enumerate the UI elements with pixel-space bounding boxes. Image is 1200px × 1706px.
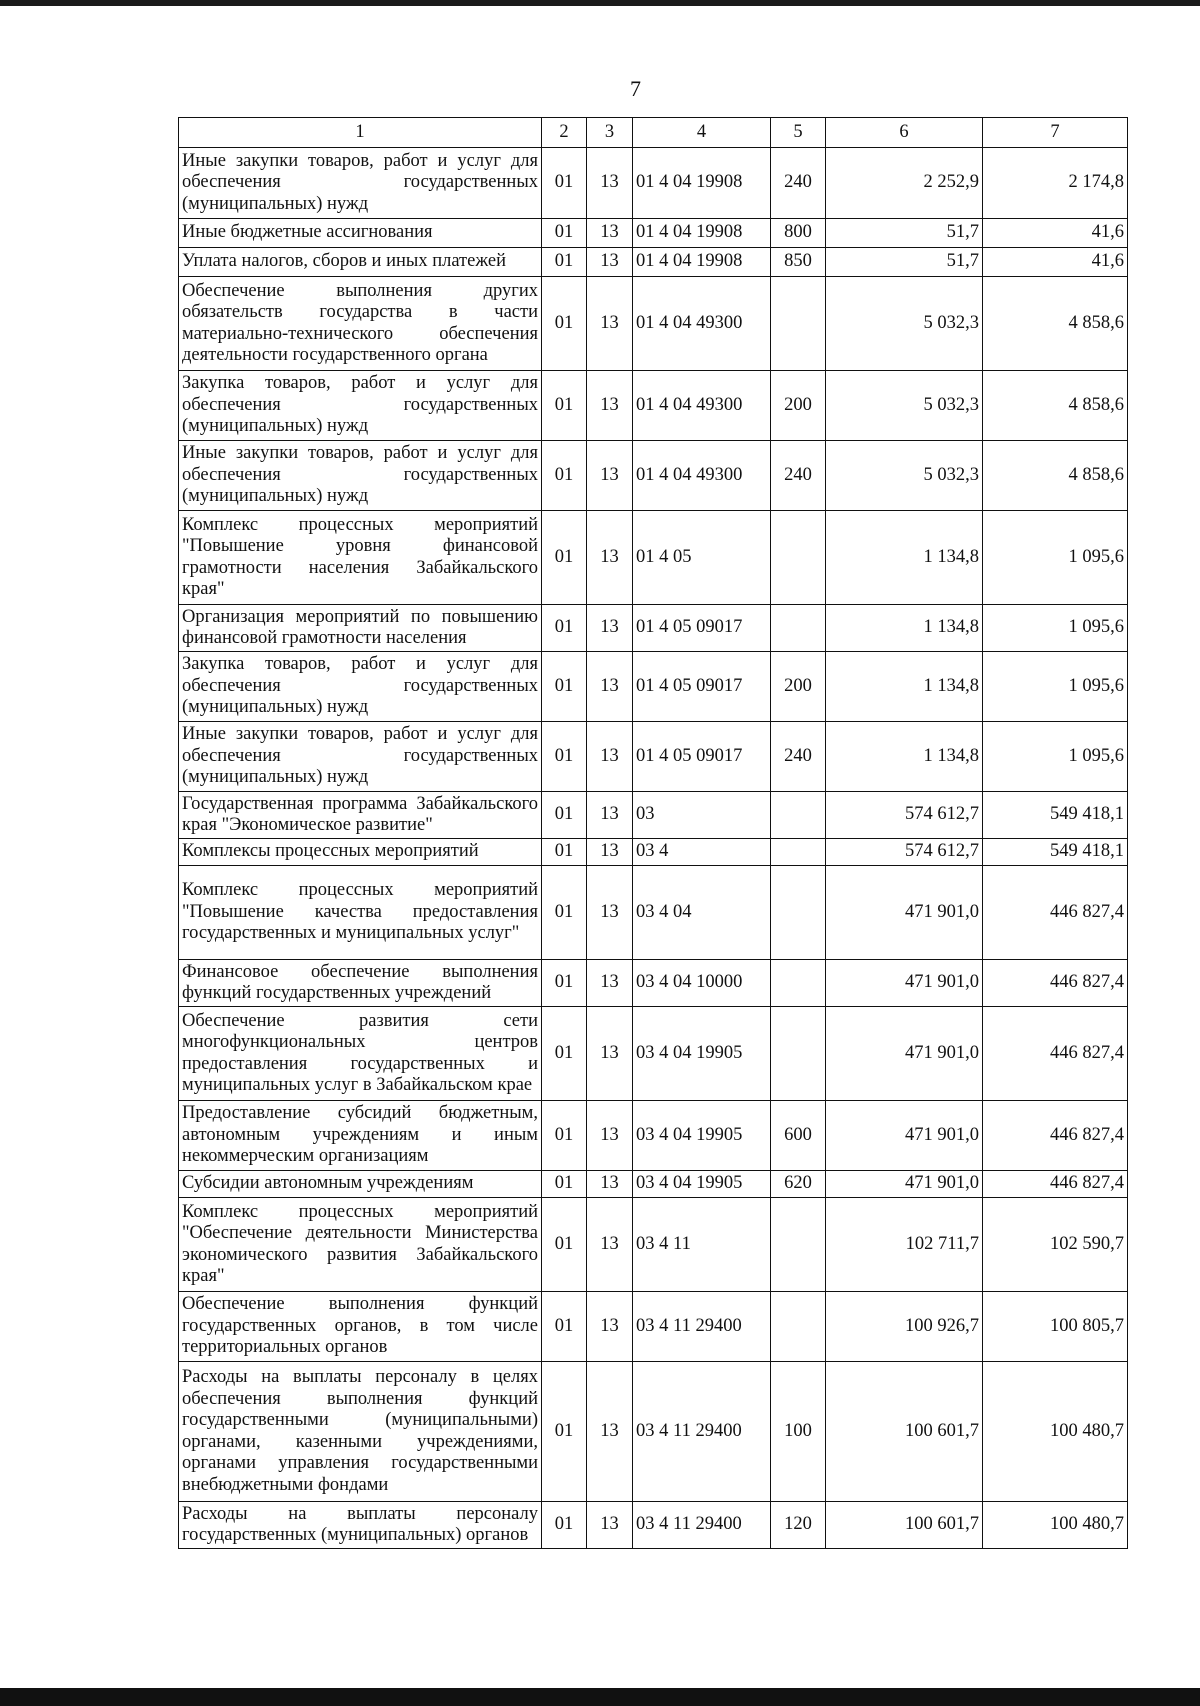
row-expense-type: 850	[771, 248, 826, 277]
row-name: Комплекс процессных мероприятий "Повышение уровня финансовой грамотности населения Забайкальского края"	[179, 511, 542, 605]
row-value-2: 100 805,7	[983, 1292, 1128, 1362]
row-name: Предоставление субсидий бюджетным, автономным учреждениям и иным некоммерческим организациям	[179, 1101, 542, 1171]
table-row	[179, 722, 1128, 792]
row-name: Иные закупки товаров, работ и услуг для обеспечения государственных (муниципальных) нужд	[179, 722, 542, 792]
row-expense-type: 240	[771, 722, 826, 792]
row-target-code: 03 4	[633, 839, 771, 866]
row-expense-type	[771, 1292, 826, 1362]
row-value-2: 100 480,7	[983, 1362, 1128, 1502]
row-target-code: 03 4 11 29400	[633, 1502, 771, 1549]
row-value-2: 549 418,1	[983, 792, 1128, 839]
row-name: Субсидии автономным учреждениям	[179, 1171, 542, 1198]
table-row	[179, 960, 1128, 1007]
row-value-2: 102 590,7	[983, 1198, 1128, 1292]
row-name: Комплексы процессных мероприятий	[179, 839, 542, 866]
row-expense-type	[771, 1198, 826, 1292]
row-target-code: 01 4 04 19908	[633, 248, 771, 277]
row-subsection: 13	[587, 219, 633, 248]
row-section: 01	[542, 792, 587, 839]
row-name: Закупка товаров, работ и услуг для обеспечения государственных (муниципальных) нужд	[179, 652, 542, 722]
row-target-code: 01 4 04 49300	[633, 277, 771, 371]
row-target-code: 03 4 11 29400	[633, 1362, 771, 1502]
row-value-2: 41,6	[983, 219, 1128, 248]
row-expense-type: 600	[771, 1101, 826, 1171]
row-value-1: 51,7	[826, 248, 983, 277]
row-subsection: 13	[587, 1198, 633, 1292]
scan-border-bottom	[0, 1688, 1200, 1706]
row-target-code: 03 4 04 19905	[633, 1007, 771, 1101]
row-value-2: 2 174,8	[983, 148, 1128, 219]
row-section: 01	[542, 722, 587, 792]
row-section: 01	[542, 652, 587, 722]
row-expense-type	[771, 277, 826, 371]
row-value-1: 5 032,3	[826, 371, 983, 441]
row-subsection: 13	[587, 960, 633, 1007]
row-expense-type: 620	[771, 1171, 826, 1198]
row-value-2: 1 095,6	[983, 722, 1128, 792]
row-value-2: 1 095,6	[983, 511, 1128, 605]
row-subsection: 13	[587, 248, 633, 277]
row-name: Иные закупки товаров, работ и услуг для обеспечения государственных (муниципальных) нужд	[179, 148, 542, 219]
header-col-3: 3	[587, 118, 633, 148]
table-row	[179, 1171, 1128, 1198]
row-name: Уплата налогов, сборов и иных платежей	[179, 248, 542, 277]
row-section: 01	[542, 1171, 587, 1198]
row-target-code: 03	[633, 792, 771, 839]
row-value-2: 1 095,6	[983, 652, 1128, 722]
row-name: Финансовое обеспечение выполнения функций государственных учреждений	[179, 960, 542, 1007]
header-col-6: 6	[826, 118, 983, 148]
row-expense-type: 120	[771, 1502, 826, 1549]
row-section: 01	[542, 371, 587, 441]
table-row	[179, 605, 1128, 652]
table-row	[179, 219, 1128, 248]
table-row	[179, 248, 1128, 277]
row-target-code: 01 4 04 49300	[633, 441, 771, 511]
row-value-2: 446 827,4	[983, 960, 1128, 1007]
row-subsection: 13	[587, 277, 633, 371]
row-section: 01	[542, 960, 587, 1007]
row-value-2: 549 418,1	[983, 839, 1128, 866]
row-value-1: 100 601,7	[826, 1502, 983, 1549]
row-value-2: 4 858,6	[983, 277, 1128, 371]
row-name: Расходы на выплаты персоналу государственных (муниципальных) органов	[179, 1502, 542, 1549]
header-col-4: 4	[633, 118, 771, 148]
row-expense-type	[771, 605, 826, 652]
row-value-2: 1 095,6	[983, 605, 1128, 652]
row-value-1: 574 612,7	[826, 792, 983, 839]
row-subsection: 13	[587, 1292, 633, 1362]
row-value-1: 100 601,7	[826, 1362, 983, 1502]
row-expense-type: 240	[771, 148, 826, 219]
row-name: Обеспечение выполнения функций государственных органов, в том числе территориальных органов	[179, 1292, 542, 1362]
table-row	[179, 839, 1128, 866]
row-subsection: 13	[587, 866, 633, 960]
row-subsection: 13	[587, 371, 633, 441]
row-subsection: 13	[587, 1101, 633, 1171]
row-target-code: 03 4 04 10000	[633, 960, 771, 1007]
row-expense-type: 800	[771, 219, 826, 248]
row-value-1: 1 134,8	[826, 652, 983, 722]
row-expense-type	[771, 866, 826, 960]
row-expense-type	[771, 1007, 826, 1101]
row-section: 01	[542, 277, 587, 371]
budget-table	[178, 117, 1128, 1549]
row-value-1: 51,7	[826, 219, 983, 248]
row-value-2: 41,6	[983, 248, 1128, 277]
header-row	[179, 118, 1128, 148]
row-name: Государственная программа Забайкальского края "Экономическое развитие"	[179, 792, 542, 839]
row-section: 01	[542, 441, 587, 511]
row-subsection: 13	[587, 652, 633, 722]
row-name: Иные закупки товаров, работ и услуг для обеспечения государственных (муниципальных) нужд	[179, 441, 542, 511]
row-subsection: 13	[587, 605, 633, 652]
table-row	[179, 148, 1128, 219]
table-row	[179, 792, 1128, 839]
row-section: 01	[542, 511, 587, 605]
row-subsection: 13	[587, 511, 633, 605]
row-target-code: 03 4 11 29400	[633, 1292, 771, 1362]
row-value-2: 446 827,4	[983, 1171, 1128, 1198]
row-subsection: 13	[587, 1362, 633, 1502]
row-expense-type: 200	[771, 652, 826, 722]
row-value-2: 4 858,6	[983, 371, 1128, 441]
row-value-1: 471 901,0	[826, 1101, 983, 1171]
row-value-2: 446 827,4	[983, 1101, 1128, 1171]
header-col-5: 5	[771, 118, 826, 148]
row-value-1: 1 134,8	[826, 511, 983, 605]
scan-border-top	[0, 0, 1200, 6]
row-name: Закупка товаров, работ и услуг для обеспечения государственных (муниципальных) нужд	[179, 371, 542, 441]
row-expense-type	[771, 511, 826, 605]
row-expense-type	[771, 839, 826, 866]
row-section: 01	[542, 1502, 587, 1549]
row-expense-type	[771, 960, 826, 1007]
row-name: Комплекс процессных мероприятий "Обеспечение деятельности Министерства экономического развития Забайкальского края"	[179, 1198, 542, 1292]
row-name: Обеспечение выполнения других обязательств государства в части материально-технического обеспечения деятельности государственного органа	[179, 277, 542, 371]
table-row	[179, 1198, 1128, 1292]
row-value-2: 100 480,7	[983, 1502, 1128, 1549]
row-target-code: 03 4 04	[633, 866, 771, 960]
table-row	[179, 441, 1128, 511]
row-name: Организация мероприятий по повышению финансовой грамотности населения	[179, 605, 542, 652]
row-value-2: 446 827,4	[983, 1007, 1128, 1101]
row-section: 01	[542, 839, 587, 866]
row-name: Обеспечение развития сети многофункциональных центров предоставления государственных и муниципальных услуг в Забайкальском крае	[179, 1007, 542, 1101]
header-col-2: 2	[542, 118, 587, 148]
table-row	[179, 1007, 1128, 1101]
row-value-1: 100 926,7	[826, 1292, 983, 1362]
row-subsection: 13	[587, 1502, 633, 1549]
table-row	[179, 1502, 1128, 1549]
row-subsection: 13	[587, 1007, 633, 1101]
row-value-1: 574 612,7	[826, 839, 983, 866]
row-subsection: 13	[587, 441, 633, 511]
row-value-1: 471 901,0	[826, 866, 983, 960]
header-col-7: 7	[983, 118, 1128, 148]
row-value-1: 5 032,3	[826, 277, 983, 371]
row-expense-type: 100	[771, 1362, 826, 1502]
row-section: 01	[542, 605, 587, 652]
row-name: Расходы на выплаты персоналу в целях обеспечения выполнения функций государственными (муниципальными) органами, казенными учреждениями, органами управления государственными внебюджетными фондами	[179, 1362, 542, 1502]
row-value-1: 1 134,8	[826, 722, 983, 792]
row-subsection: 13	[587, 722, 633, 792]
header-col-1: 1	[179, 118, 542, 148]
row-section: 01	[542, 1198, 587, 1292]
row-target-code: 01 4 05 09017	[633, 722, 771, 792]
row-expense-type: 240	[771, 441, 826, 511]
table-row	[179, 371, 1128, 441]
row-value-1: 102 711,7	[826, 1198, 983, 1292]
row-section: 01	[542, 148, 587, 219]
table-row	[179, 866, 1128, 960]
row-value-2: 446 827,4	[983, 866, 1128, 960]
table-row	[179, 1362, 1128, 1502]
row-target-code: 03 4 11	[633, 1198, 771, 1292]
row-name: Иные бюджетные ассигнования	[179, 219, 542, 248]
table-row	[179, 1101, 1128, 1171]
row-subsection: 13	[587, 839, 633, 866]
row-expense-type	[771, 792, 826, 839]
row-target-code: 01 4 04 19908	[633, 148, 771, 219]
row-section: 01	[542, 1101, 587, 1171]
row-target-code: 01 4 05 09017	[633, 652, 771, 722]
row-value-1: 471 901,0	[826, 960, 983, 1007]
row-target-code: 01 4 04 49300	[633, 371, 771, 441]
row-section: 01	[542, 866, 587, 960]
row-value-1: 471 901,0	[826, 1171, 983, 1198]
row-section: 01	[542, 248, 587, 277]
row-section: 01	[542, 1362, 587, 1502]
row-section: 01	[542, 219, 587, 248]
row-target-code: 01 4 04 19908	[633, 219, 771, 248]
row-target-code: 03 4 04 19905	[633, 1171, 771, 1198]
table-row	[179, 1292, 1128, 1362]
page-number: 7	[630, 76, 641, 101]
row-value-1: 2 252,9	[826, 148, 983, 219]
row-subsection: 13	[587, 792, 633, 839]
row-subsection: 13	[587, 1171, 633, 1198]
table-body	[179, 148, 1128, 1549]
row-value-1: 471 901,0	[826, 1007, 983, 1101]
row-expense-type: 200	[771, 371, 826, 441]
row-name: Комплекс процессных мероприятий "Повышение качества предоставления государственных и муниципальных услуг"	[179, 866, 542, 960]
row-value-1: 1 134,8	[826, 605, 983, 652]
row-value-1: 5 032,3	[826, 441, 983, 511]
table-row	[179, 652, 1128, 722]
row-value-2: 4 858,6	[983, 441, 1128, 511]
row-target-code: 03 4 04 19905	[633, 1101, 771, 1171]
row-subsection: 13	[587, 148, 633, 219]
table-row	[179, 277, 1128, 371]
row-target-code: 01 4 05 09017	[633, 605, 771, 652]
row-target-code: 01 4 05	[633, 511, 771, 605]
table-row	[179, 511, 1128, 605]
row-section: 01	[542, 1007, 587, 1101]
row-section: 01	[542, 1292, 587, 1362]
